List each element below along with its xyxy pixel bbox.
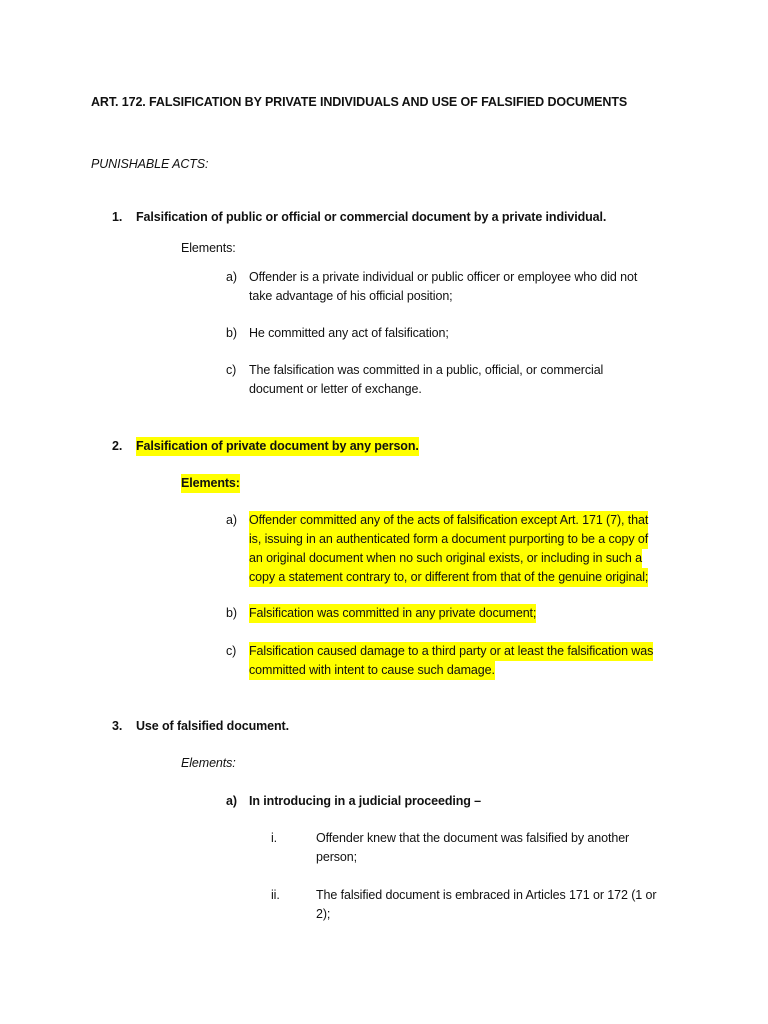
section-3-subitem-i-line-2: person; [316,850,357,864]
section-2-item-c-line-1: Falsification caused damage to a third party or at least the falsification was [249,642,653,661]
section-2-item-a-mark: a) [226,513,237,527]
section-3-subitem-i-line-1: Offender knew that the document was falsified by another [316,831,630,845]
section-3-subitem-ii-mark: ii. [271,888,280,902]
section-1-item-c-line-2: document or letter of exchange. [249,382,422,396]
section-3-subitem-i-mark: i. [271,831,278,845]
section-3-elements-label: Elements: [181,756,236,770]
section-1-item-a-mark: a) [226,270,237,284]
section-2-item-c-line-2: committed with intent to cause such damage. [249,661,495,680]
section-2-heading: Falsification of private document by any person. [136,437,419,456]
section-1-item-b-line-1: He committed any act of falsification; [249,326,449,340]
section-2-item-a-line-4: copy a statement contrary to, or different from that of the genuine original; [249,568,648,587]
document-title: ART. 172. FALSIFICATION BY PRIVATE INDIVIDUALS AND USE OF FALSIFIED DOCUMENTS [91,95,628,109]
section-2-item-a-line-2: is, issuing in an authenticated form a document purporting to be a copy of [249,530,648,549]
section-3-number: 3. [112,719,123,733]
section-3-item-a-mark: a) [226,794,237,808]
section-1-item-c-mark: c) [226,363,237,377]
section-2-item-c-mark: c) [226,644,237,658]
section-1-number: 1. [112,210,123,224]
section-1-heading: Falsification of public or official or commercial document by a private individual. [136,210,607,224]
section-1-item-a-line-2: take advantage of his official position; [249,289,453,303]
section-2-item-a-line-1: Offender committed any of the acts of falsification except Art. 171 (7), that [249,511,648,530]
section-3-item-a-line-1: In introducing in a judicial proceeding – [249,794,482,808]
section-2-item-a-line-3: an original document when no such original exists, or including in such a [249,549,642,568]
section-2-item-b-mark: b) [226,606,237,620]
section-2-number: 2. [112,439,123,453]
section-1-item-a-line-1: Offender is a private individual or public officer or employee who did not [249,270,638,284]
section-3-subitem-ii-line-1: The falsified document is embraced in Articles 171 or 172 (1 or [316,888,657,902]
section-3-subitem-ii-line-2: 2); [316,907,331,921]
punishable-acts-label: PUNISHABLE ACTS: [91,157,209,171]
section-1-elements-label: Elements: [181,241,236,255]
section-1-item-b-mark: b) [226,326,237,340]
section-1-item-c-line-1: The falsification was committed in a public, official, or commercial [249,363,604,377]
section-2-elements-label: Elements: [181,474,240,493]
section-2-item-b-line-1: Falsification was committed in any private document; [249,604,536,623]
section-3-heading: Use of falsified document. [136,719,289,733]
